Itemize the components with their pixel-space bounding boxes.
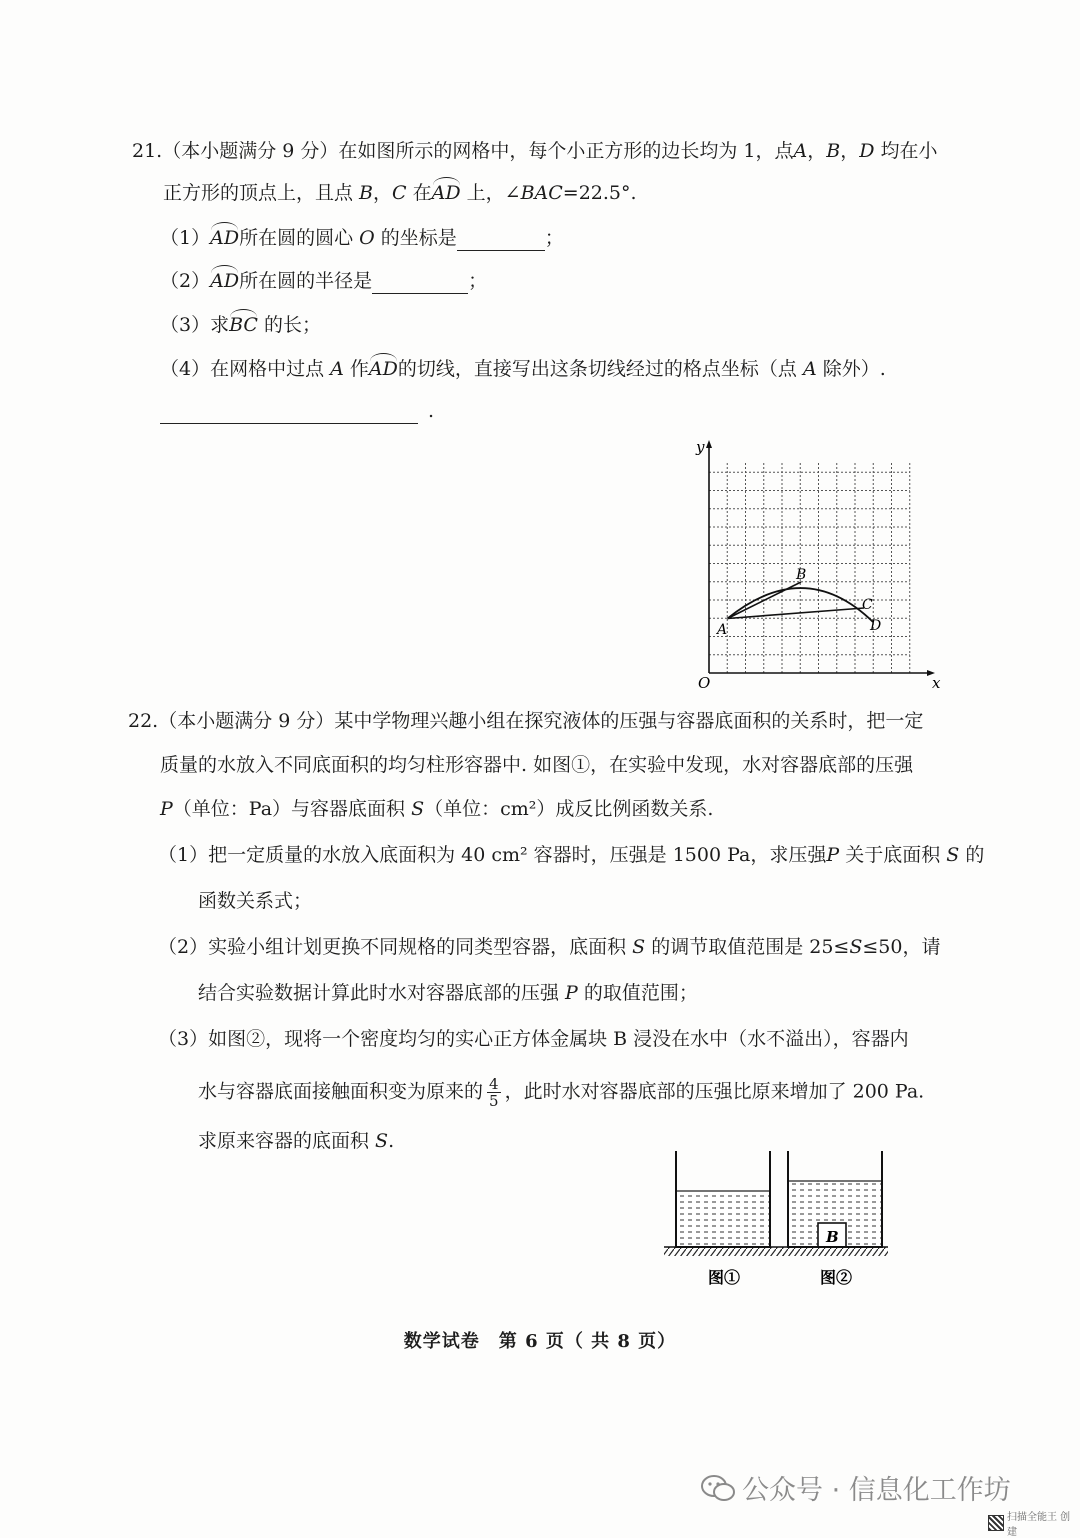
q21-line1: [132, 138, 938, 164]
q21-part4-answer: [160, 398, 434, 424]
scanner-text: 扫描全能王 创建: [1006, 1512, 1071, 1538]
point-c-label: C: [862, 597, 873, 613]
var-s: S: [946, 844, 960, 866]
point-c: C: [392, 182, 407, 204]
point-d: D: [859, 140, 875, 162]
var-s: S: [632, 936, 646, 958]
q22-part3-cont2: [198, 1128, 394, 1154]
var-p: P: [160, 798, 173, 820]
q21-text: 正方形的顶点上，且点: [163, 182, 360, 204]
q21-text: 在: [406, 182, 432, 204]
comma: ，: [840, 140, 860, 162]
q22-line2: [160, 752, 913, 778]
fig1-label: 图①: [708, 1268, 741, 1287]
point-a: A: [793, 140, 808, 162]
point-b: B: [359, 182, 374, 204]
q22-text: ≤50，请: [862, 936, 941, 958]
y-axis-label: y: [696, 438, 705, 456]
container-figures: [656, 1145, 896, 1290]
point-a: A: [802, 358, 817, 380]
q22-part2: [158, 934, 941, 960]
q22-line1: [128, 708, 923, 734]
q21-text: 的切线，直接写出这条切线经过的格点坐标（点: [397, 358, 803, 380]
part-number: （4）在网格中过点: [160, 358, 331, 380]
arc-bc: BC: [229, 314, 258, 336]
q22-part1-cont: [198, 888, 312, 914]
q22-text: 结合实验数据计算此时水对容器底部的压强: [198, 982, 566, 1004]
point-d-label: D: [870, 618, 882, 634]
q21-text: 上，∠: [460, 182, 521, 204]
q21-line2: [163, 180, 637, 206]
scanner-stamp: [988, 1508, 1080, 1538]
grid-lines: [709, 462, 910, 673]
arc-ad: AD: [210, 227, 240, 249]
q22-text: 22.（本小题满分 9 分）某中学物理兴趣小组在探究液体的压强与容器底面积的关系时，把一定: [128, 710, 924, 732]
q21-text: 作: [343, 358, 369, 380]
q21-part3: [160, 312, 321, 338]
arc-ad: AD: [368, 358, 398, 380]
q21-part2: [160, 268, 487, 294]
q21-text: ；: [544, 227, 564, 249]
wechat-watermark: [700, 1468, 1011, 1507]
fraction-numerator: 4: [489, 1075, 499, 1093]
point-o: O: [359, 227, 375, 249]
q22-text: .: [388, 1130, 395, 1152]
point-a: A: [330, 358, 344, 380]
page-footer: 数学试卷 第 6 页（ 共 8 页）: [403, 1331, 677, 1352]
q22-part3-cont: [198, 1076, 924, 1109]
q22-text: 函数关系式；: [198, 890, 313, 912]
period: .: [428, 400, 435, 422]
part-number: （1）: [160, 227, 211, 249]
q22-text: （单位：cm²）成反比例函数关系.: [424, 798, 714, 820]
var-s: S: [849, 936, 863, 958]
q22-text: （1）把一定质量的水放入底面积为 40 cm² 容器时，压强是 1500 Pa，求压强: [158, 844, 827, 866]
q22-text: （单位：Pa）与容器底面积: [172, 798, 412, 820]
arc-ad: AD: [210, 270, 240, 292]
q21-text: ，: [373, 182, 393, 204]
q22-part2-cont: [198, 980, 698, 1006]
var-p: P: [565, 982, 578, 1004]
q22-text: 的调节取值范围是 25≤: [645, 936, 850, 958]
q22-line3: [160, 796, 713, 822]
q22-text: 的: [959, 844, 985, 866]
fraction-four-fifths: [487, 1076, 501, 1109]
point-b-label: B: [796, 567, 807, 583]
y-axis-arrow: [706, 440, 712, 448]
part-number: （2）: [160, 270, 211, 292]
q22-text: 的取值范围；: [577, 982, 698, 1004]
fraction-denominator: 5: [489, 1092, 499, 1110]
x-axis-label: x: [932, 674, 941, 692]
q21-text: 所在圆的半径是: [239, 270, 373, 292]
q22-text: ，此时水对容器底部的压强比原来增加了 200 Pa.: [504, 1080, 925, 1103]
var-s: S: [411, 798, 425, 820]
var-p: P: [826, 844, 840, 866]
q22-text: 质量的水放入不同底面积的均匀柱形容器中. 如图①，在实验中发现，水对容器底部的压强: [160, 754, 914, 776]
q22-text: 关于底面积: [839, 844, 947, 866]
q21-text: 的长；: [257, 314, 321, 336]
q21-text: 的坐标是: [374, 227, 457, 249]
q22-text: （3）如图②，现将一个密度均匀的实心正方体金属块 B 浸没在水中（水不溢出），容器内: [158, 1028, 909, 1050]
water-fig1: [676, 1191, 770, 1247]
comma: ，: [807, 140, 827, 162]
q22-text: 求原来容器的底面积: [198, 1130, 376, 1152]
answer-blank-4[interactable]: [160, 405, 418, 424]
coordinate-grid-figure: [690, 436, 950, 692]
answer-blank-2[interactable]: [372, 273, 468, 294]
q22-text: 水与容器底面接触面积变为原来的: [198, 1080, 484, 1103]
qr-icon: [988, 1515, 1004, 1531]
angle-bac: BAC: [520, 182, 563, 204]
answer-blank-1[interactable]: [457, 230, 545, 251]
block-b-label: B: [826, 1228, 839, 1246]
q21-text: 所在圆的圆心: [239, 227, 360, 249]
q22-part1: [158, 842, 984, 868]
ground-right: [780, 1247, 888, 1256]
q21-text: 除外）.: [816, 358, 886, 380]
origin-label: O: [698, 674, 711, 692]
ground-left: [664, 1247, 784, 1256]
q21-part1: [160, 225, 564, 251]
wechat-icon: [700, 1473, 736, 1503]
chord-ac: [728, 608, 865, 619]
point-a-label: A: [717, 622, 728, 638]
var-s: S: [375, 1130, 389, 1152]
fig2-label: 图②: [820, 1268, 853, 1287]
point-b: B: [826, 140, 841, 162]
q21-text: 均在小: [874, 140, 938, 162]
q21-part4: [160, 356, 886, 382]
watermark-text: 公众号 · 信息化工作坊: [742, 1475, 1011, 1506]
q22-text: （2）实验小组计划更换不同规格的同类型容器，底面积: [158, 936, 633, 958]
arc-ad: AD: [431, 182, 461, 204]
q21-text: ；: [468, 270, 488, 292]
part-number: （3）求: [160, 314, 230, 336]
q21-text: =22.5°.: [562, 182, 637, 204]
q21-text: 21.（本小题满分 9 分）在如图所示的网格中，每个小正方形的边长均为 1，点: [132, 140, 794, 162]
q22-part3: [158, 1026, 909, 1052]
